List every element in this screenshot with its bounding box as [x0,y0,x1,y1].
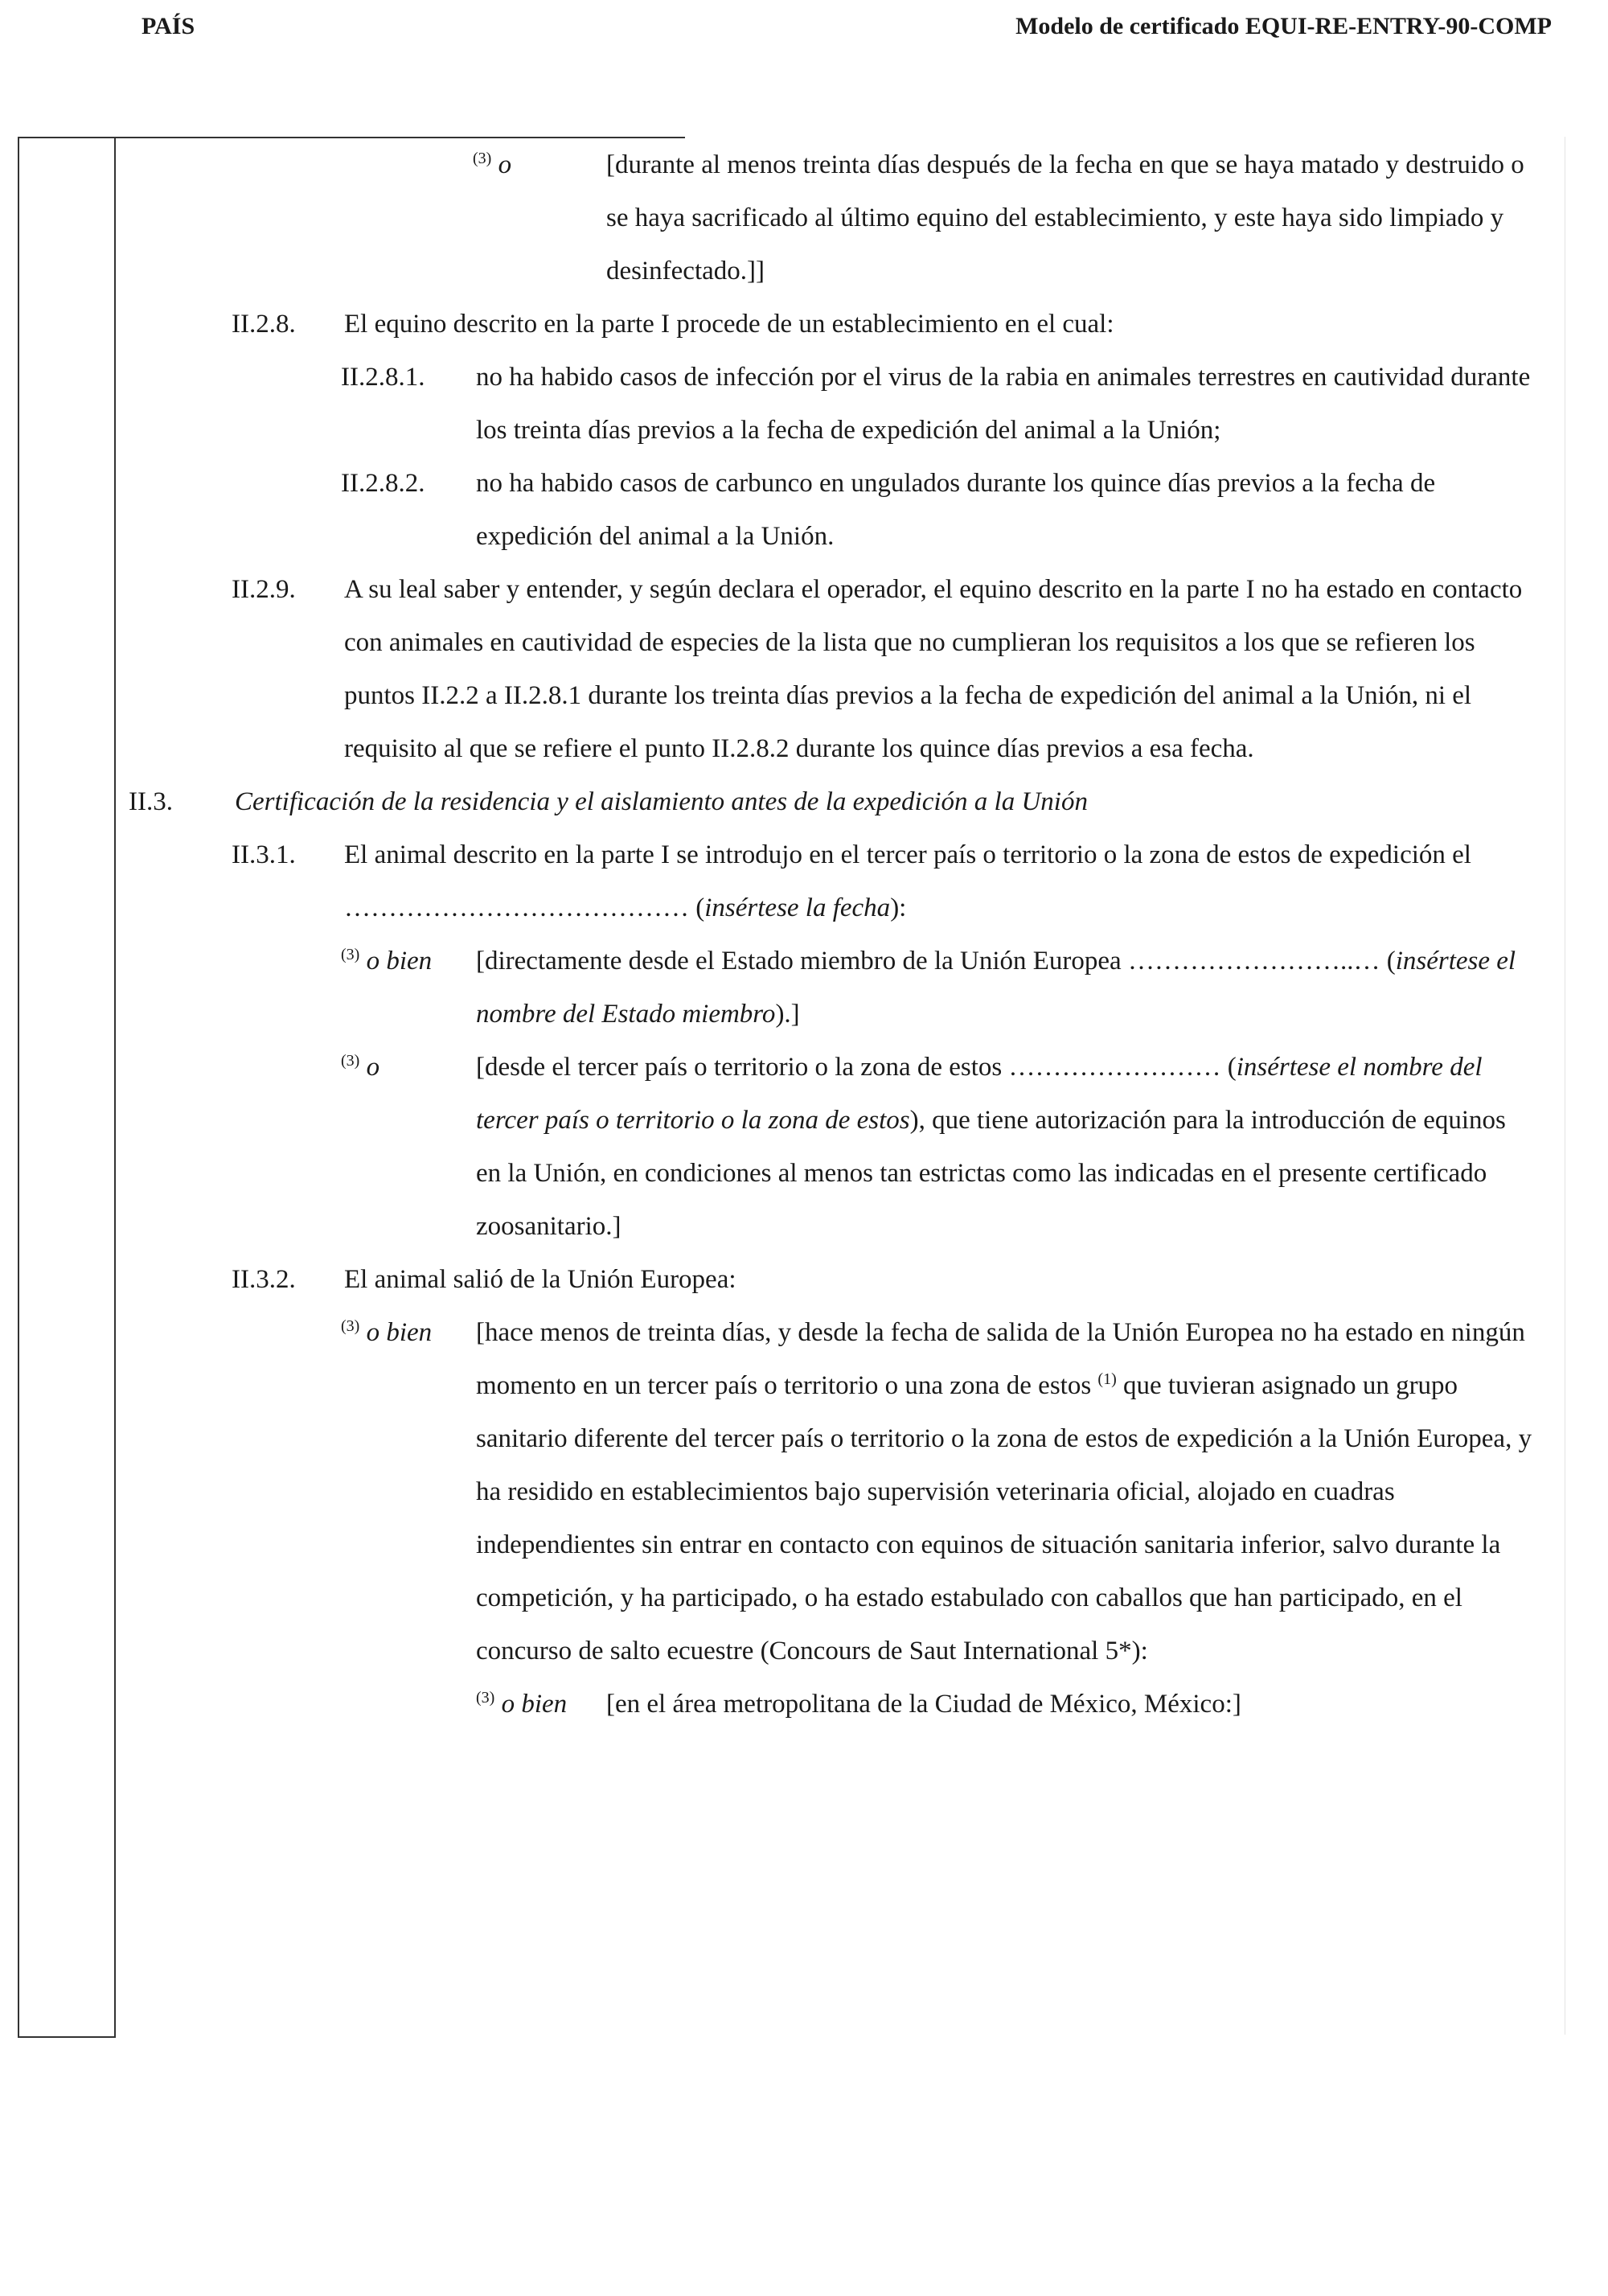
option-o-establishment-cleaned [0,138,1608,298]
section-number: II.3.1. [232,840,296,869]
section-II-2-9 [0,563,1608,775]
option-text: [directamente desde el Estado miembro de la Unión Europea ……………………..… (insértese el nombre del Estado miembro).] [476,947,1516,1029]
option-label: $^{(3)}$ o bien [341,946,433,975]
section-text: no ha habido casos de carbunco en ungulados durante los quince días previos a la fecha de expedición del animal a la Unión. [476,469,1436,551]
section-text: no ha habido casos de infección por el virus de la rabia en animales terrestres en cautividad durante los treinta días previos a la fecha de expedición del animal a la Unión; [476,363,1531,445]
section-II-2-8 [0,298,1608,351]
section-II-3-1 [0,828,1608,934]
section-number: II.2.8.1. [341,363,425,392]
option-text: [desde el tercer país o territorio o la zona de estos …………………… (insértese el nombre del tercer país o territorio o la zona de estos), que tiene autorización para la introducción de equinos en la Unión, en condiciones al menos tan estrictas como las indicadas en el presente certificado zoosanitario.] [476,1053,1506,1241]
section-number: II.2.9. [232,575,296,604]
option-text: [durante al menos treinta días después de la fecha en que se haya matado y destruido o se haya sacrificado al último equino del establecimiento, y este haya sido limpiado y desinfectado.]] [606,150,1524,285]
header-country: PAÍS [142,13,195,39]
option-o-bien-mexico-city [0,1678,1608,1731]
header-certificate-model: Modelo de certificado EQUI-RE-ENTRY-90-COMP [1015,13,1552,39]
section-II-3 [0,775,1608,828]
option-text: [hace menos de treinta días, y desde la fecha de salida de la Unión Europea no ha estado en ningún momento en un tercer país o territorio o una zona de estos $^{(1)}$ que tuvieran asignado un grupo sanitario diferente del tercer país o territorio o la zona de estos de expedición a la Unión Europea, y ha residido en establecimientos bajo supervisión veterinaria oficial, alojado en cuadras independientes sin entrar en contacto con equinos de situación sanitaria inferior, salvo durante la competición, y ha participado, o ha estado estabulado con caballos que han participado, en el concurso de salto ecuestre (Concours de Saut International 5*): [476,1318,1532,1666]
section-number: II.2.8.2. [341,469,425,498]
footnote-ref: (1) [1097,1370,1117,1388]
option-text: [en el área metropolitana de la Ciudad de México, México:] [606,1690,1241,1719]
option-label: $^{(3)}$ o [473,150,512,179]
section-II-2-8-1 [0,351,1608,457]
certificate-body [0,138,1608,1731]
section-text: El animal descrito en la parte I se introdujo en el tercer país o territorio o la zona de estos de expedición el ………………………………… (insértese la fecha): [344,840,1471,922]
section-text: El animal salió de la Unión Europea: [344,1265,736,1294]
option-o-bien-left-eu [0,1306,1608,1678]
section-number: II.3. [129,787,173,816]
option-label: $^{(3)}$ o bien [341,1317,433,1347]
section-II-3-2 [0,1253,1608,1306]
section-II-2-8-2 [0,457,1608,563]
section-title: Certificación de la residencia y el aislamiento antes de la expedición a la Unión [235,787,1088,816]
option-o-bien-member-state [0,934,1608,1041]
section-number: II.3.2. [232,1265,296,1294]
option-label: $^{(3)}$ o bien [476,1689,568,1719]
option-label: $^{(3)}$ o [341,1052,380,1082]
section-number: II.2.8. [232,310,296,339]
section-text: A su leal saber y entender, y según declara el operador, el equino descrito en la parte I no ha estado en contacto con animales en cautividad de especies de la lista que no cumplieran los requisitos a los que se refieren los puntos II.2.2 a II.2.8.1 durante los treinta días previos a la fecha de expedición del animal a la Unión, ni el requisito al que se refiere el punto II.2.8.2 durante los quince días previos a esa fecha. [344,575,1523,763]
section-text: El equino descrito en la parte I procede de un establecimiento en el cual: [344,310,1114,339]
option-o-third-country [0,1041,1608,1253]
